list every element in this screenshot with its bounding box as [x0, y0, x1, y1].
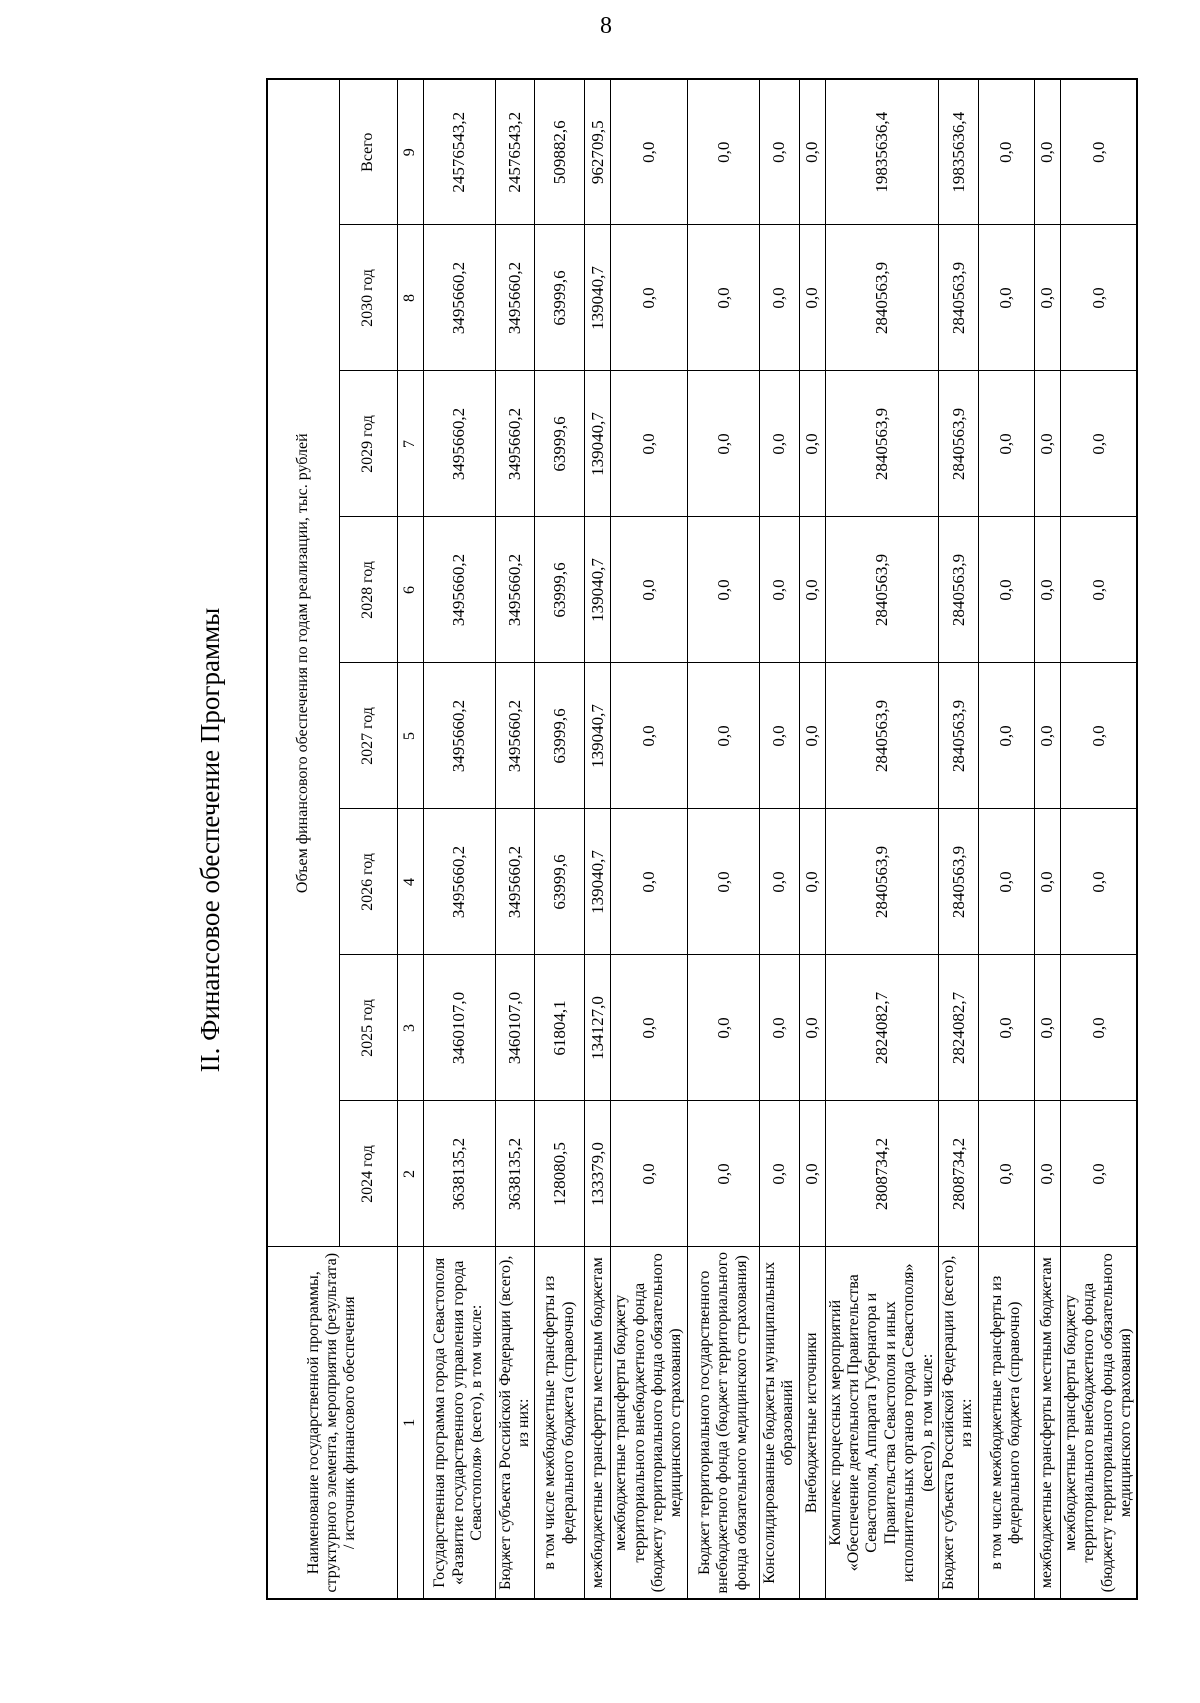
year-header-cell: 2029 год	[339, 371, 397, 517]
value-cell: 0,0	[759, 517, 799, 663]
page-number: 8	[600, 13, 612, 39]
value-cell: 0,0	[687, 371, 759, 517]
value-cell: 133379,0	[585, 1101, 611, 1247]
year-header-cell: 2026 год	[339, 809, 397, 955]
value-cell: 19835636,4	[825, 79, 938, 225]
table-row	[978, 79, 1034, 1599]
rotated-page-content	[190, 80, 1134, 1600]
value-cell: 0,0	[799, 809, 825, 955]
year-header-cell: 2025 год	[339, 955, 397, 1101]
value-cell: 0,0	[611, 1101, 688, 1247]
value-cell: 3495660,2	[423, 663, 495, 809]
value-cell: 0,0	[799, 371, 825, 517]
value-cell: 2840563,9	[825, 809, 938, 955]
value-cell: 3495660,2	[495, 809, 535, 955]
value-cell: 2808734,2	[825, 1101, 938, 1247]
value-cell: 3495660,2	[423, 225, 495, 371]
value-cell: 2840563,9	[825, 517, 938, 663]
row-name-cell: межбюджетные трансферты местным бюджетам	[585, 1247, 611, 1599]
year-header-cell: 2028 год	[339, 517, 397, 663]
value-cell: 63999,6	[535, 809, 585, 955]
value-cell: 2824082,7	[938, 955, 978, 1101]
value-cell: 3495660,2	[423, 371, 495, 517]
column-number-cell: 1	[397, 1247, 423, 1599]
row-name-cell: Бюджет территориального государственного внебюджетного фонда (бюджет территориального фонда обязательного медицинского страхования)	[687, 1247, 759, 1599]
row-name-cell: Внебюджетные источники	[799, 1247, 825, 1599]
value-cell: 0,0	[1060, 809, 1137, 955]
row-name-cell: межбюджетные трансферты бюджету территориального внебюджетного фонда (бюджету территориального фонда обязательного медицинского страхования)	[1060, 1247, 1137, 1599]
row-name-cell: Бюджет субъекта Российской Федерации (всего), из них:	[495, 1247, 535, 1599]
row-name-cell: Бюджет субъекта Российской Федерации (всего), из них:	[938, 1247, 978, 1599]
value-cell: 0,0	[1034, 371, 1060, 517]
table-row	[1034, 79, 1060, 1599]
value-cell: 139040,7	[585, 809, 611, 955]
value-cell: 2840563,9	[938, 371, 978, 517]
value-cell: 0,0	[799, 225, 825, 371]
value-cell: 3495660,2	[495, 517, 535, 663]
value-cell: 962709,5	[585, 79, 611, 225]
value-cell: 134127,0	[585, 955, 611, 1101]
value-cell: 0,0	[611, 517, 688, 663]
value-cell: 3460107,0	[495, 955, 535, 1101]
value-cell: 0,0	[1034, 225, 1060, 371]
table-row	[938, 79, 978, 1599]
value-cell: 0,0	[687, 79, 759, 225]
row-name-cell: Комплекс процессных мероприятий «Обеспечение деятельности Правительства Севастополя, Аппарата Губернатора и Правительства Севастополя и иных исполнительных органов города Севастополя» (всего), в том числе:	[825, 1247, 938, 1599]
value-cell: 2840563,9	[825, 225, 938, 371]
table-row	[495, 79, 535, 1599]
value-cell: 0,0	[687, 1101, 759, 1247]
value-cell: 0,0	[978, 663, 1034, 809]
value-cell: 0,0	[611, 663, 688, 809]
value-cell: 2840563,9	[938, 517, 978, 663]
row-name-cell: Консолидированные бюджеты муниципальных образований	[759, 1247, 799, 1599]
table-row	[585, 79, 611, 1599]
year-header-cell: 2024 год	[339, 1101, 397, 1247]
value-cell: 3460107,0	[423, 955, 495, 1101]
value-cell: 0,0	[1060, 663, 1137, 809]
value-cell: 0,0	[687, 955, 759, 1101]
value-cell: 0,0	[759, 1101, 799, 1247]
table-row	[687, 79, 759, 1599]
value-cell: 0,0	[1060, 955, 1137, 1101]
header-volume-cell: Объем финансового обеспечения по годам реализации, тыс. рублей	[267, 79, 339, 1247]
value-cell: 24576543,2	[495, 79, 535, 225]
value-cell: 0,0	[687, 225, 759, 371]
column-number-cell: 2	[397, 1101, 423, 1247]
table-row	[759, 79, 799, 1599]
value-cell: 139040,7	[585, 517, 611, 663]
column-number-cell: 8	[397, 225, 423, 371]
value-cell: 139040,7	[585, 663, 611, 809]
value-cell: 0,0	[759, 955, 799, 1101]
value-cell: 0,0	[978, 79, 1034, 225]
value-cell: 0,0	[1034, 955, 1060, 1101]
value-cell: 0,0	[1034, 663, 1060, 809]
value-cell: 0,0	[759, 371, 799, 517]
value-cell: 0,0	[799, 517, 825, 663]
value-cell: 3495660,2	[423, 809, 495, 955]
column-number-cell: 4	[397, 809, 423, 955]
value-cell: 0,0	[611, 809, 688, 955]
table-row	[423, 79, 495, 1599]
value-cell: 0,0	[611, 225, 688, 371]
value-cell: 0,0	[759, 663, 799, 809]
value-cell: 0,0	[611, 955, 688, 1101]
year-header-cell: 2030 год	[339, 225, 397, 371]
value-cell: 2840563,9	[938, 225, 978, 371]
year-header-cell: Всего	[339, 79, 397, 225]
value-cell: 63999,6	[535, 371, 585, 517]
value-cell: 24576543,2	[423, 79, 495, 225]
value-cell: 0,0	[978, 517, 1034, 663]
value-cell: 2840563,9	[825, 371, 938, 517]
row-name-cell: в том числе межбюджетные трансферты из федерального бюджета (справочно)	[978, 1247, 1034, 1599]
header-name-cell: Наименование государственной программы, структурного элемента, мероприятия (результата) / источник финансового обеспечения	[267, 1247, 397, 1599]
table-row	[611, 79, 688, 1599]
table-row	[825, 79, 938, 1599]
financing-table	[266, 78, 1138, 1600]
value-cell: 2840563,9	[825, 663, 938, 809]
table-row	[535, 79, 585, 1599]
row-name-cell: межбюджетные трансферты бюджету территориального внебюджетного фонда (бюджету территориального фонда обязательного медицинского страхования)	[611, 1247, 688, 1599]
value-cell: 63999,6	[535, 663, 585, 809]
row-name-cell: межбюджетные трансферты местным бюджетам	[1034, 1247, 1060, 1599]
value-cell: 0,0	[611, 371, 688, 517]
value-cell: 61804,1	[535, 955, 585, 1101]
value-cell: 0,0	[1060, 79, 1137, 225]
value-cell: 2824082,7	[825, 955, 938, 1101]
value-cell: 63999,6	[535, 517, 585, 663]
value-cell: 0,0	[1060, 1101, 1137, 1247]
value-cell: 509882,6	[535, 79, 585, 225]
value-cell: 2808734,2	[938, 1101, 978, 1247]
value-cell: 0,0	[978, 371, 1034, 517]
value-cell: 0,0	[978, 809, 1034, 955]
value-cell: 0,0	[799, 79, 825, 225]
value-cell: 0,0	[799, 1101, 825, 1247]
value-cell: 0,0	[611, 79, 688, 225]
value-cell: 19835636,4	[938, 79, 978, 225]
column-number-cell: 7	[397, 371, 423, 517]
value-cell: 0,0	[759, 79, 799, 225]
value-cell: 0,0	[687, 517, 759, 663]
column-number-cell: 9	[397, 79, 423, 225]
section-title: II. Финансовое обеспечение Программы	[195, 607, 225, 1073]
column-number-cell: 3	[397, 955, 423, 1101]
value-cell: 0,0	[1060, 225, 1137, 371]
table-row	[799, 79, 825, 1599]
value-cell: 0,0	[1034, 809, 1060, 955]
value-cell: 0,0	[1060, 517, 1137, 663]
value-cell: 0,0	[687, 809, 759, 955]
value-cell: 0,0	[799, 663, 825, 809]
value-cell: 0,0	[1060, 371, 1137, 517]
value-cell: 0,0	[1034, 79, 1060, 225]
value-cell: 3495660,2	[495, 371, 535, 517]
value-cell: 0,0	[978, 225, 1034, 371]
value-cell: 3638135,2	[495, 1101, 535, 1247]
value-cell: 0,0	[1034, 517, 1060, 663]
value-cell: 3638135,2	[423, 1101, 495, 1247]
value-cell: 63999,6	[535, 225, 585, 371]
table-row	[1060, 79, 1137, 1599]
value-cell: 3495660,2	[495, 225, 535, 371]
column-number-cell: 5	[397, 663, 423, 809]
value-cell: 139040,7	[585, 225, 611, 371]
value-cell: 128080,5	[535, 1101, 585, 1247]
year-header-cell: 2027 год	[339, 663, 397, 809]
row-name-cell: в том числе межбюджетные трансферты из федерального бюджета (справочно)	[535, 1247, 585, 1599]
value-cell: 3495660,2	[423, 517, 495, 663]
value-cell: 3495660,2	[495, 663, 535, 809]
value-cell: 0,0	[799, 955, 825, 1101]
row-name-cell: Государственная программа города Севастополя «Развитие государственного управления города Севастополя» (всего), в том числе:	[423, 1247, 495, 1599]
value-cell: 2840563,9	[938, 663, 978, 809]
value-cell: 2840563,9	[938, 809, 978, 955]
column-number-cell: 6	[397, 517, 423, 663]
value-cell: 0,0	[687, 663, 759, 809]
value-cell: 0,0	[759, 809, 799, 955]
value-cell: 0,0	[759, 225, 799, 371]
value-cell: 139040,7	[585, 371, 611, 517]
value-cell: 0,0	[1034, 1101, 1060, 1247]
value-cell: 0,0	[978, 955, 1034, 1101]
value-cell: 0,0	[978, 1101, 1034, 1247]
